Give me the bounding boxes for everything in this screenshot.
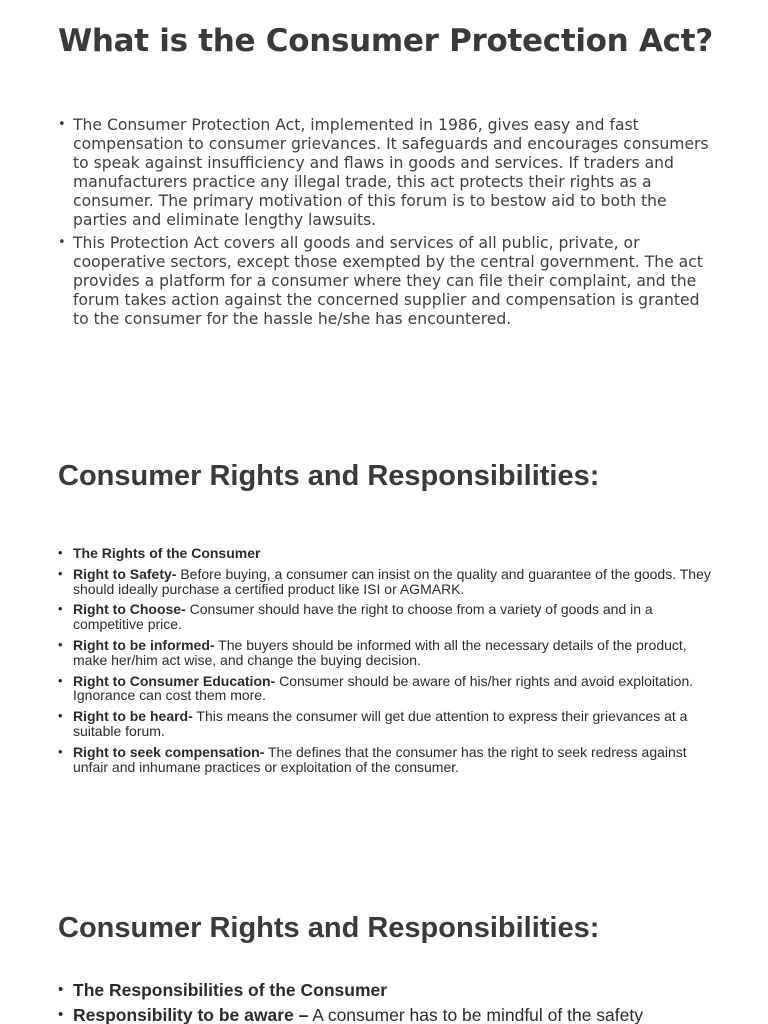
responsibility-description: A consumer has to be mindful of the safety [308,1005,643,1024]
bullet-icon: • [58,981,64,998]
bullet-icon: • [58,743,63,759]
slide-consumer-rights [0,440,768,880]
right-label: Right to be heard- [73,708,193,725]
paragraph-text: This Protection Act covers all goods and services of all public, private, or cooperative sectors, except those exempted by the central government. The act provides a platform for a consumer where they can file their complaint, and the forum takes action against the concerned supplier and compensation is granted to the consumer for the hassle he/she has encountered. [73,234,703,329]
rights-list [58,546,718,780]
right-label: Right to be informed- [73,636,215,653]
list-item [58,1005,728,1024]
list-heading [58,546,718,561]
list-item [58,674,718,704]
right-label: Right to Choose- [73,601,186,618]
bullet-icon: • [58,117,66,132]
slide-title: Consumer Rights and Responsibilities: [58,460,600,492]
list-item [58,602,718,632]
heading-text: The Responsibilities of the Consumer [73,980,388,1000]
right-label: Right to Consumer Education- [73,672,276,689]
paragraph-text: The Consumer Protection Act, implemented in 1986, gives easy and fast compensation to consumer grievances. It safeguards and encourages consumers to speak against insufficiency and flaws in goods and services. If traders and manufacturers practice any illegal trade, this act protects their rights as a consumer. The primary motivation of this forum is to bestow aid to both the parties and eliminate lengthy lawsuits. [73,116,709,229]
heading-text: The Rights of the Consumer [73,545,261,561]
right-description: The buyers should be informed with all the necessary details of the product, make her/him act wise, and change the buying decision. [73,636,687,668]
right-description: Before buying, a consumer can insist on the quality and guarantee of the goods. They should ideally purchase a certified product like ISI or AGMARK. [73,565,711,597]
responsibility-label: Responsibility to be aware – [73,1005,309,1024]
list-item [58,234,718,329]
right-description: Consumer should have the right to choose from a variety of goods and in a competitive price. [73,601,653,633]
bullet-icon: • [58,235,66,251]
slide-consumer-responsibilities [0,896,768,1024]
list-item [58,567,718,597]
right-label: Right to seek compensation- [73,743,265,760]
right-label: Right to Safety- [73,565,177,582]
list-item [58,116,718,229]
bullet-icon: • [58,1006,64,1023]
list-item [58,709,718,739]
right-description: This means the consumer will get due attention to express their grievances at a suitable forum. [73,708,688,739]
bullet-list [58,116,718,334]
responsibilities-list [58,980,728,1024]
right-description: The defines that the consumer has the right to seek redress against unfair and inhumane practices or exploitation of the consumer. [73,743,687,775]
bullet-icon: • [58,565,63,581]
bullet-icon: • [58,545,63,560]
list-item [58,638,718,668]
slide-consumer-protection-act [0,0,768,440]
right-description: Consumer should be aware of his/her rights and avoid exploitation. Ignorance can cost them more. [73,672,694,704]
slide-title: Consumer Rights and Responsibilities: [58,912,600,944]
bullet-icon: • [58,636,63,652]
bullet-icon: • [58,708,63,724]
bullet-icon: • [58,601,63,617]
list-item [58,745,718,775]
list-heading [58,980,728,1000]
slide-title: What is the Consumer Protection Act? [58,23,713,59]
bullet-icon: • [58,672,63,688]
